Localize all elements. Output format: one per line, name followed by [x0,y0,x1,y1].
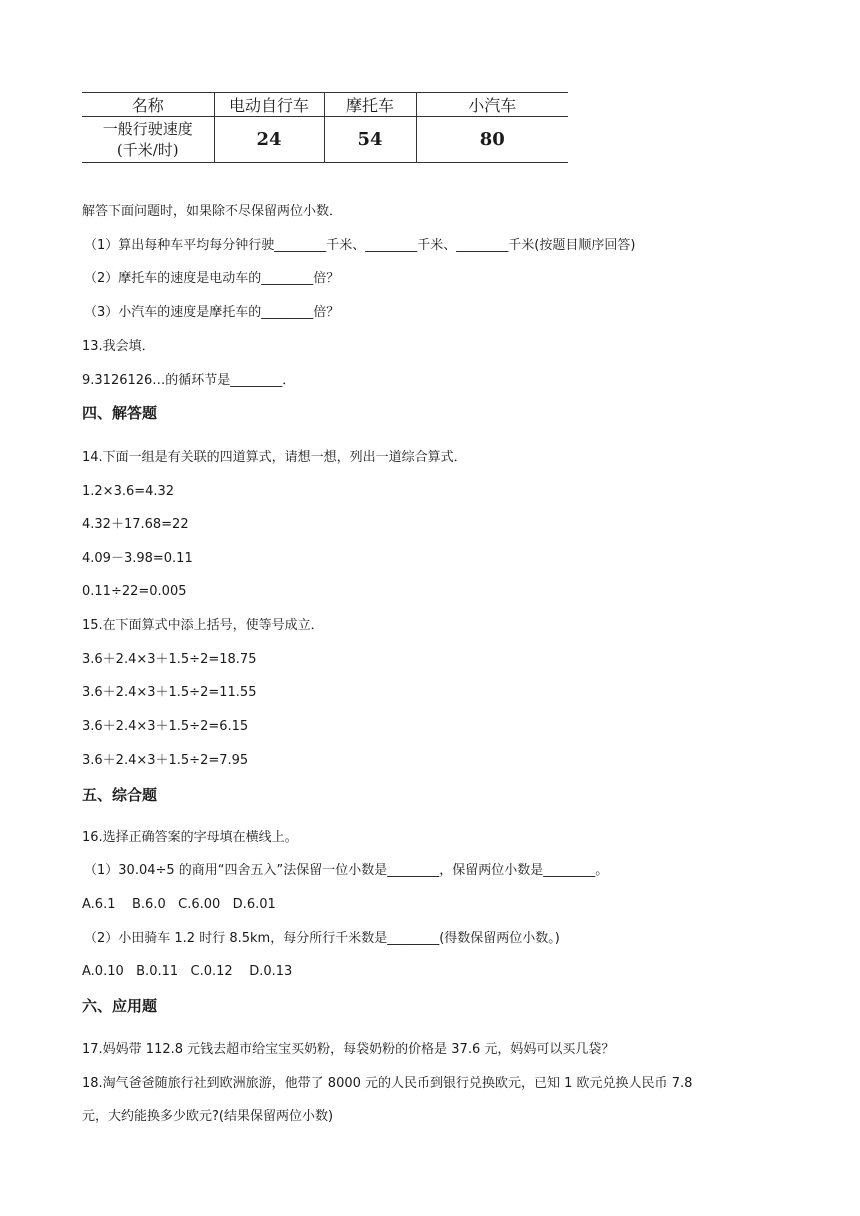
q16-title: 16.选择正确答案的字母填在横线上。 [82,830,298,845]
table-row [82,117,568,163]
table-header-car: 小汽车 [416,93,568,117]
q13-line: 9.3126126…的循环节是________． [82,373,296,388]
q12-part3: （3）小汽车的速度是摩托车的________倍？ [84,305,340,320]
motorcycle-speed: 54 [324,117,416,163]
q12-intro: 解答下面问题时，如果除不尽保留两位小数． [82,204,343,219]
row-label-line1: 一般行驶速度 [102,119,193,138]
q14-title: 14.下面一组是有关联的四道算式，请想一想，列出一道综合算式． [82,450,467,465]
vehicle-speed-table [82,92,568,163]
q14-line-1: 1.2×3.6=4.32 [82,484,175,499]
section-6-heading: 六、应用题 [82,997,158,1015]
q13-title: 13.我会填． [82,339,155,354]
q17-text: 17.妈妈带 112.8 元钱去超市给宝宝买奶粉，每袋奶粉的价格是 37.6 元，妈妈可以买几袋？ [82,1042,615,1057]
section-5-heading: 五、综合题 [82,786,158,804]
q12-part2: （2）摩托车的速度是电动车的________倍？ [84,271,340,286]
q14-line-2: 4.32＋17.68=22 [82,517,189,532]
q15-line-4: 3.6＋2.4×3＋1.5÷2=7.95 [82,753,249,768]
q16-part2: （2）小田骑车 1.2 时行 8.5km，每分所行千米数是________(得数保留两位小数。) [84,931,560,946]
section-4-heading: 四、解答题 [82,404,158,422]
q18-line-2: 元，大约能换多少欧元?(结果保留两位小数) [82,1109,334,1124]
q16-part1-options: A.6.1 B.6.0 C.6.00 D.6.01 [82,897,276,912]
car-speed: 80 [416,117,568,163]
ebike-speed: 24 [214,117,324,163]
table-header-row [82,93,568,117]
q15-line-3: 3.6＋2.4×3＋1.5÷2=6.15 [82,719,249,734]
q16-part1: （1）30.04÷5 的商用“四舍五入”法保留一位小数是________，保留两位小数是________。 [84,863,609,878]
table-header-ebike: 电动自行车 [214,93,324,117]
q15-line-1: 3.6＋2.4×3＋1.5÷2=18.75 [82,652,257,667]
q14-line-3: 4.09－3.98=0.11 [82,551,193,566]
q18-line-1: 18.淘气爸爸随旅行社到欧洲旅游，他带了 8000 元的人民币到银行兑换欧元，已知 1 欧元兑换人民币 7.8 [82,1076,693,1091]
q12-part1: （1）算出每种车平均每分钟行驶________千米、________千米、________千米(按题目顺序回答) [84,238,636,253]
q14-line-4: 0.11÷22=0.005 [82,584,187,599]
q16-part2-options: A.0.10 B.0.11 C.0.12 D.0.13 [82,964,293,979]
row-label [82,117,214,163]
q15-line-2: 3.6＋2.4×3＋1.5÷2=11.55 [82,685,257,700]
table-header-motorcycle: 摩托车 [324,93,416,117]
q15-title: 15.在下面算式中添上括号，使等号成立． [82,618,324,633]
row-label-line2: (千米/时) [116,140,179,159]
table-header-name: 名称 [82,93,214,117]
